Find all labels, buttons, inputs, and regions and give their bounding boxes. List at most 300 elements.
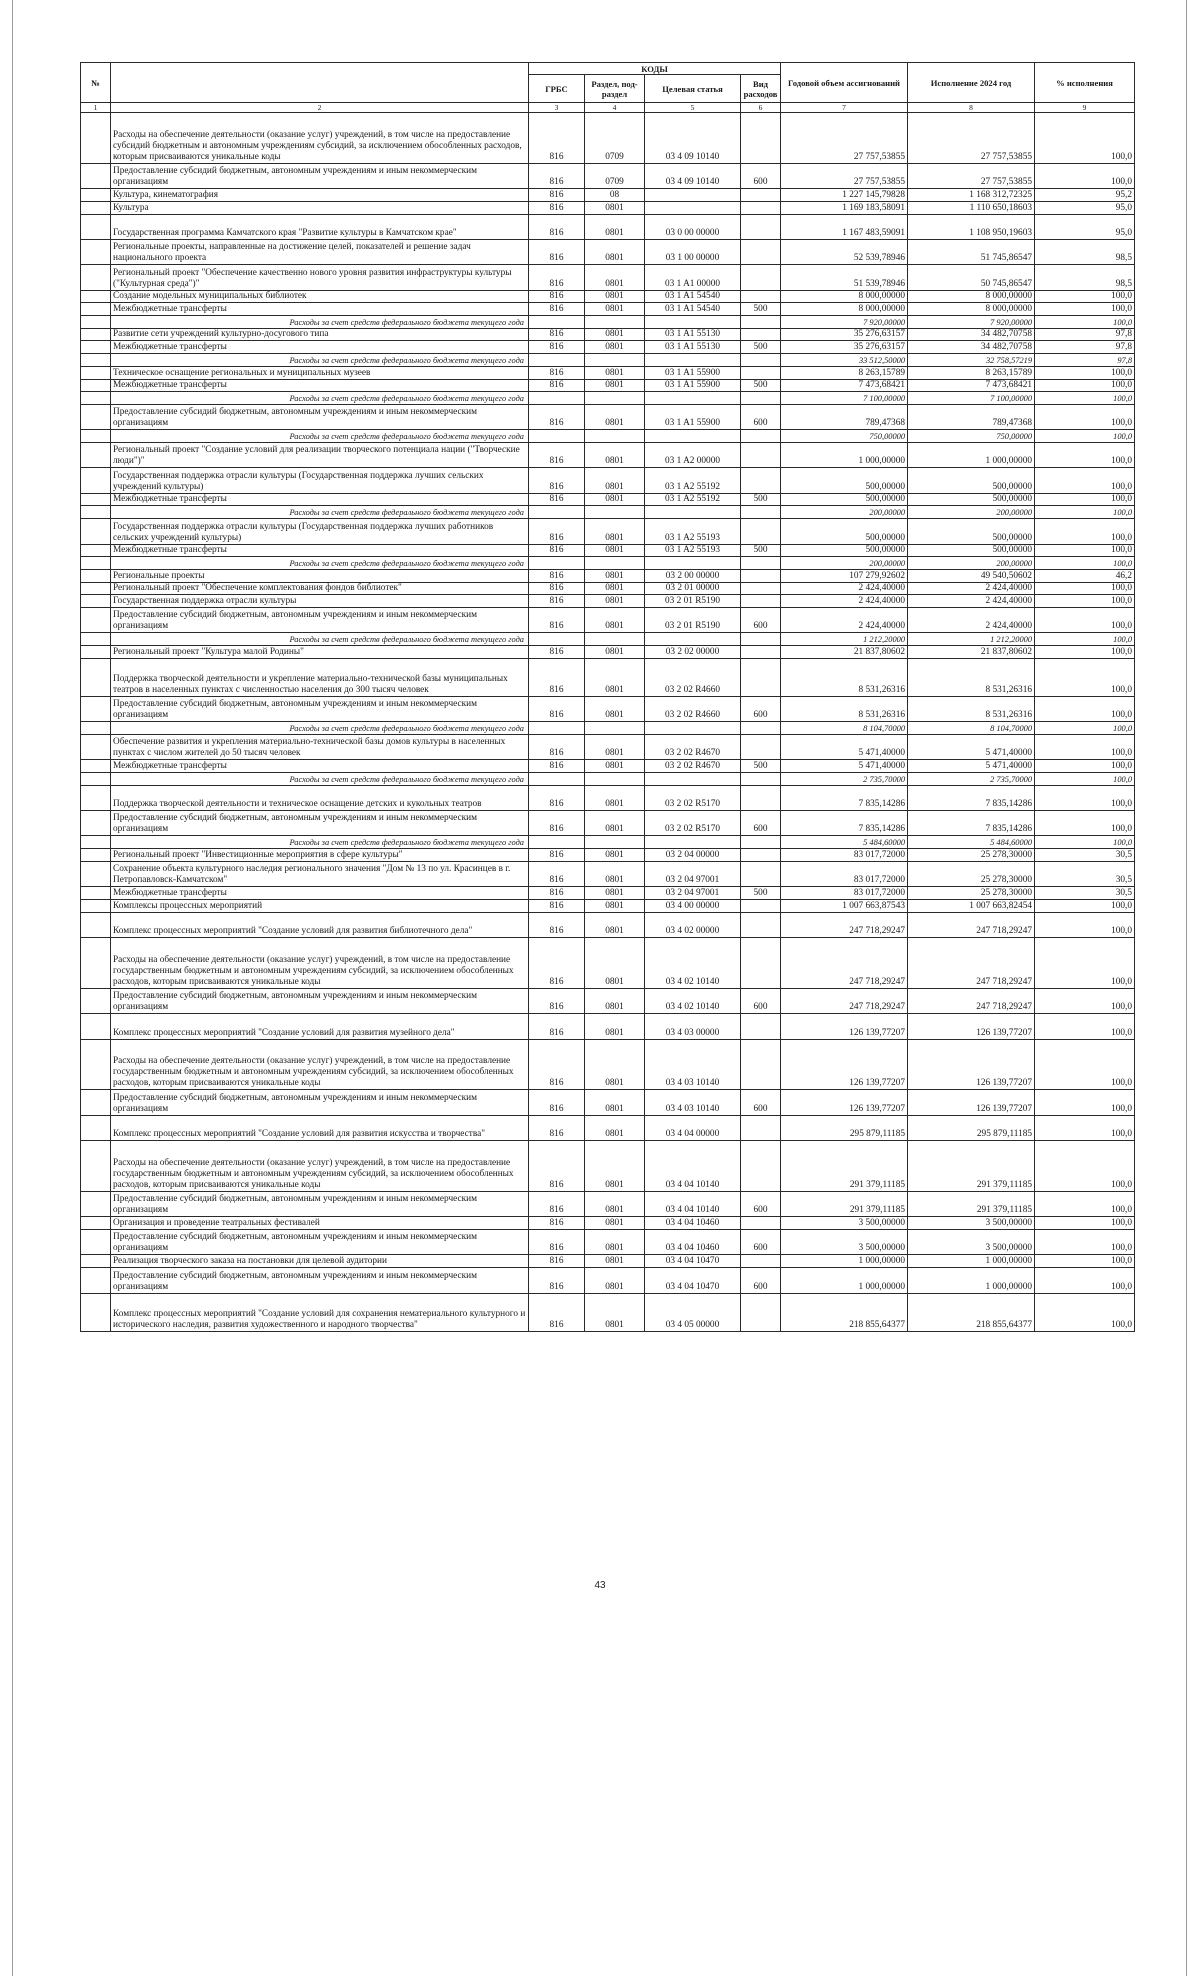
header-target: Целевая статья [645,75,741,103]
cell-grbs: 816 [529,607,585,632]
cell-grbs: 816 [529,265,585,290]
cell-pct: 100,0 [1035,493,1135,506]
cell-pct: 100,0 [1035,316,1135,329]
cell-section: 0801 [585,265,645,290]
cell-target: 03 1 A1 55130 [645,328,741,341]
cell-grbs: 816 [529,214,585,239]
cell-exec: 7 835,14286 [908,785,1035,810]
cell-target [645,392,741,405]
table-row [81,404,1135,429]
cell-kind [741,1141,781,1192]
table-row [81,607,1135,632]
cell-no [81,912,111,937]
cell-section: 0801 [585,379,645,392]
cell-target [645,430,741,443]
cell-target: 03 2 02 00000 [645,646,741,659]
table-row [81,163,1135,188]
cell-target: 03 4 02 10140 [645,988,741,1013]
cell-section: 0801 [585,1090,645,1115]
cell-kind: 500 [741,887,781,900]
cell-pct: 100,0 [1035,595,1135,608]
cell-kind [741,201,781,214]
cell-grbs: 816 [529,1191,585,1216]
cell-target: 03 1 00 00000 [645,239,741,264]
cell-exec: 126 139,77207 [908,1014,1035,1039]
table-body [81,113,1135,1332]
cell-pct: 100,0 [1035,760,1135,773]
cell-exec: 295 879,11185 [908,1115,1035,1140]
cell-section: 0801 [585,1039,645,1090]
header-pct: % исполнения [1035,63,1135,103]
table-row [81,912,1135,937]
header-grbs: ГРБС [529,75,585,103]
cell-no [81,201,111,214]
cell-pct: 100,0 [1035,734,1135,759]
cell-exec: 25 278,30000 [908,887,1035,900]
cell-kind [741,519,781,544]
cell-target [645,722,741,735]
cell-no [81,938,111,989]
cell-name: Расходы за счет средств федерального бюджета текущего года [111,430,529,443]
cell-budget: 21 837,80602 [781,646,908,659]
cell-grbs: 816 [529,1268,585,1293]
federal-funds-row [81,557,1135,570]
cell-grbs: 816 [529,887,585,900]
cell-grbs: 816 [529,1090,585,1115]
cell-no [81,887,111,900]
cell-grbs: 816 [529,696,585,721]
cell-no [81,544,111,557]
cell-no [81,734,111,759]
cell-grbs: 816 [529,849,585,862]
cell-grbs [529,354,585,367]
cell-pct: 100,0 [1035,1014,1135,1039]
cell-no [81,214,111,239]
cell-section: 0801 [585,493,645,506]
table-row [81,1230,1135,1255]
cell-exec: 8 104,70000 [908,722,1035,735]
cell-no [81,696,111,721]
cell-exec: 1 000,00000 [908,443,1035,468]
cell-kind: 600 [741,696,781,721]
cell-grbs: 816 [529,366,585,379]
cell-no [81,443,111,468]
cell-name: Культура [111,201,529,214]
cell-pct: 100,0 [1035,899,1135,912]
cell-target: 03 4 03 10140 [645,1039,741,1090]
left-scan-edge [12,0,13,1976]
cell-kind [741,849,781,862]
cell-grbs: 816 [529,1014,585,1039]
header-budget: Годовой объем ассигнований [781,63,908,103]
cell-pct: 100,0 [1035,443,1135,468]
cell-budget: 83 017,72000 [781,887,908,900]
cell-budget: 8 000,00000 [781,303,908,316]
table-row [81,1217,1135,1230]
cell-budget: 7 473,68421 [781,379,908,392]
cell-no [81,303,111,316]
cell-budget: 1 000,00000 [781,1255,908,1268]
cell-pct: 30,5 [1035,849,1135,862]
cell-kind [741,316,781,329]
cell-target: 03 1 A1 55900 [645,379,741,392]
table-row [81,519,1135,544]
table-row [81,265,1135,290]
cell-pct: 100,0 [1035,1039,1135,1090]
cell-budget: 500,00000 [781,493,908,506]
cell-no [81,379,111,392]
table-row [81,582,1135,595]
cell-kind: 500 [741,303,781,316]
cell-grbs: 816 [529,861,585,886]
cell-budget: 35 276,63157 [781,341,908,354]
cell-exec: 51 745,86547 [908,239,1035,264]
cell-target: 03 2 04 97001 [645,861,741,886]
cell-exec: 34 482,70758 [908,328,1035,341]
cell-no [81,1141,111,1192]
cell-section: 0801 [585,938,645,989]
cell-pct: 100,0 [1035,544,1135,557]
cell-exec: 291 379,11185 [908,1141,1035,1192]
cell-exec: 3 500,00000 [908,1217,1035,1230]
cell-name: Расходы за счет средств федерального бюджета текущего года [111,633,529,646]
cell-section [585,722,645,735]
cell-grbs: 816 [529,290,585,303]
cell-pct: 100,0 [1035,1293,1135,1331]
cell-pct: 100,0 [1035,1090,1135,1115]
cell-budget: 200,00000 [781,557,908,570]
cell-section: 0801 [585,912,645,937]
table-row [81,1090,1135,1115]
cell-exec: 8 531,26316 [908,658,1035,696]
cell-kind [741,506,781,519]
cell-exec: 7 473,68421 [908,379,1035,392]
cell-budget: 1 167 483,59091 [781,214,908,239]
cell-no [81,557,111,570]
table-row [81,189,1135,202]
cell-grbs: 816 [529,760,585,773]
cell-target: 03 4 04 10140 [645,1191,741,1216]
cell-kind [741,836,781,849]
cell-kind [741,1217,781,1230]
cell-exec: 1 212,20000 [908,633,1035,646]
cell-budget: 2 735,70000 [781,773,908,786]
cell-exec: 1 000,00000 [908,1268,1035,1293]
table-row [81,1268,1135,1293]
cell-pct: 100,0 [1035,1230,1135,1255]
cell-target: 03 4 04 10460 [645,1217,741,1230]
cell-budget: 2 424,40000 [781,607,908,632]
cell-budget: 7 835,14286 [781,785,908,810]
table-row [81,1115,1135,1140]
cell-no [81,607,111,632]
cell-pct: 100,0 [1035,379,1135,392]
table-row [81,113,1135,164]
cell-exec: 2 735,70000 [908,773,1035,786]
federal-funds-row [81,722,1135,735]
cell-kind [741,430,781,443]
cell-name: Комплекс процессных мероприятий "Создание условий для развития музейного дела" [111,1014,529,1039]
budget-table-sheet [80,62,1134,1332]
cell-section: 0801 [585,988,645,1013]
cell-exec: 1 110 650,18603 [908,201,1035,214]
cell-no [81,1230,111,1255]
federal-funds-row [81,316,1135,329]
cell-budget: 500,00000 [781,468,908,493]
cell-no [81,290,111,303]
cell-grbs: 816 [529,646,585,659]
cell-budget: 7 100,00000 [781,392,908,405]
table-row [81,493,1135,506]
colnum: 1 [81,103,111,113]
cell-no [81,1255,111,1268]
cell-section: 0801 [585,404,645,429]
cell-no [81,341,111,354]
cell-section: 0801 [585,1115,645,1140]
cell-no [81,1191,111,1216]
cell-pct: 100,0 [1035,303,1135,316]
header-exec: Исполнение 2024 год [908,63,1035,103]
cell-no [81,506,111,519]
cell-name: Расходы за счет средств федерального бюджета текущего года [111,316,529,329]
table-row [81,1191,1135,1216]
cell-kind [741,392,781,405]
cell-target: 03 2 01 00000 [645,582,741,595]
table-row [81,290,1135,303]
cell-section: 0801 [585,519,645,544]
cell-kind [741,658,781,696]
cell-budget: 8 263,15789 [781,366,908,379]
cell-no [81,1039,111,1090]
table-row [81,328,1135,341]
cell-name: Государственная программа Камчатского края "Развитие культуры в Камчатском крае" [111,214,529,239]
cell-kind: 600 [741,1268,781,1293]
cell-name: Региональный проект "Обеспечение качественно нового уровня развития инфраструктуры культуры ("Культурная среда")" [111,265,529,290]
cell-kind: 600 [741,988,781,1013]
header-section: Раздел, под-раздел [585,75,645,103]
cell-grbs [529,506,585,519]
cell-name: Расходы на обеспечение деятельности (оказание услуг) учреждений, в том числе на предоставление государственным бюджетным и автономным учреждениям субсидий, за исключением обособленных расходов, которым присваиваются уникальные коды [111,1141,529,1192]
cell-budget: 2 424,40000 [781,582,908,595]
cell-budget: 789,47368 [781,404,908,429]
table-row [81,811,1135,836]
cell-no [81,836,111,849]
cell-exec: 500,00000 [908,493,1035,506]
cell-no [81,899,111,912]
cell-grbs: 816 [529,1293,585,1331]
cell-kind [741,214,781,239]
cell-kind [741,1039,781,1090]
cell-grbs: 816 [529,189,585,202]
cell-pct: 100,0 [1035,1217,1135,1230]
cell-pct: 100,0 [1035,392,1135,405]
cell-no [81,1268,111,1293]
cell-name: Региональный проект "Создание условий для реализации творческого потенциала нации ("Творческие люди")" [111,443,529,468]
cell-name: Организация и проведение театральных фестивалей [111,1217,529,1230]
cell-grbs: 816 [529,582,585,595]
cell-name: Реализация творческого заказа на постановки для целевой аудитории [111,1255,529,1268]
cell-target: 03 1 A1 54540 [645,303,741,316]
cell-kind [741,595,781,608]
cell-budget: 247 718,29247 [781,938,908,989]
cell-target: 03 2 02 R4670 [645,734,741,759]
cell-kind: 500 [741,341,781,354]
cell-target [645,633,741,646]
federal-funds-row [81,773,1135,786]
cell-no [81,366,111,379]
cell-name: Предоставление субсидий бюджетным, автономным учреждениям и иным некоммерческим организациям [111,1191,529,1216]
cell-target: 03 2 04 00000 [645,849,741,862]
cell-pct: 100,0 [1035,811,1135,836]
cell-no [81,1115,111,1140]
cell-budget: 8 000,00000 [781,290,908,303]
cell-exec: 8 000,00000 [908,303,1035,316]
table-row [81,887,1135,900]
cell-target [645,316,741,329]
cell-pct: 100,0 [1035,430,1135,443]
cell-grbs: 816 [529,113,585,164]
table-row [81,899,1135,912]
cell-pct: 100,0 [1035,1141,1135,1192]
cell-pct: 100,0 [1035,290,1135,303]
cell-kind: 500 [741,379,781,392]
cell-pct: 100,0 [1035,785,1135,810]
federal-funds-row [81,392,1135,405]
cell-name: Предоставление субсидий бюджетным, автономным учреждениям и иным некоммерческим организациям [111,404,529,429]
cell-target: 03 2 02 R4660 [645,696,741,721]
table-row [81,849,1135,862]
cell-budget: 200,00000 [781,506,908,519]
table-row [81,303,1135,316]
cell-section: 0801 [585,849,645,862]
cell-exec: 1 168 312,72325 [908,189,1035,202]
colnum: 3 [529,103,585,113]
cell-kind [741,722,781,735]
cell-kind [741,1115,781,1140]
cell-target [645,189,741,202]
cell-grbs: 816 [529,1039,585,1090]
cell-kind [741,189,781,202]
table-row [81,861,1135,886]
cell-budget: 51 539,78946 [781,265,908,290]
cell-pct: 100,0 [1035,468,1135,493]
cell-target [645,557,741,570]
cell-name: Государственная поддержка отрасли культуры (Государственная поддержка лучших сельских учреждений культуры) [111,468,529,493]
cell-target [645,773,741,786]
table-row [81,341,1135,354]
cell-no [81,113,111,164]
cell-pct: 100,0 [1035,938,1135,989]
cell-target: 03 4 03 00000 [645,1014,741,1039]
cell-name: Расходы за счет средств федерального бюджета текущего года [111,773,529,786]
cell-grbs [529,633,585,646]
cell-kind [741,899,781,912]
cell-kind [741,468,781,493]
table-row [81,214,1135,239]
cell-exec: 1 007 663,82454 [908,899,1035,912]
cell-budget: 500,00000 [781,544,908,557]
cell-pct: 100,0 [1035,912,1135,937]
table-row [81,1014,1135,1039]
cell-no [81,646,111,659]
cell-kind [741,328,781,341]
cell-target: 03 1 A2 55193 [645,519,741,544]
cell-budget: 83 017,72000 [781,849,908,862]
cell-name: Предоставление субсидий бюджетным, автономным учреждениям и иным некоммерческим организациям [111,1090,529,1115]
cell-name: Предоставление субсидий бюджетным, автономным учреждениям и иным некоммерческим организациям [111,607,529,632]
cell-kind [741,557,781,570]
cell-section: 0801 [585,1014,645,1039]
colnum: 6 [741,103,781,113]
cell-exec: 1 108 950,19603 [908,214,1035,239]
cell-pct: 100,0 [1035,658,1135,696]
cell-target: 03 1 A1 55130 [645,341,741,354]
cell-section: 0801 [585,239,645,264]
cell-target: 03 2 02 R5170 [645,811,741,836]
cell-section: 0801 [585,607,645,632]
cell-exec: 2 424,40000 [908,607,1035,632]
federal-funds-row [81,633,1135,646]
cell-budget: 8 531,26316 [781,696,908,721]
cell-section: 0801 [585,899,645,912]
cell-kind [741,773,781,786]
cell-section: 0801 [585,328,645,341]
cell-budget: 8 104,70000 [781,722,908,735]
cell-target [645,506,741,519]
header-codes: КОДЫ [529,63,781,75]
cell-exec: 2 424,40000 [908,582,1035,595]
cell-budget: 750,00000 [781,430,908,443]
cell-grbs: 816 [529,163,585,188]
cell-no [81,569,111,582]
cell-target: 03 4 02 10140 [645,938,741,989]
cell-no [81,988,111,1013]
cell-grbs: 816 [529,303,585,316]
cell-kind: 500 [741,760,781,773]
cell-budget: 291 379,11185 [781,1141,908,1192]
cell-grbs [529,773,585,786]
cell-grbs: 816 [529,341,585,354]
table-row [81,443,1135,468]
cell-budget: 35 276,63157 [781,328,908,341]
cell-target: 03 2 00 00000 [645,569,741,582]
cell-name: Предоставление субсидий бюджетным, автономным учреждениям и иным некоммерческим организациям [111,811,529,836]
cell-section: 0801 [585,760,645,773]
cell-exec: 500,00000 [908,544,1035,557]
cell-exec: 789,47368 [908,404,1035,429]
cell-target: 03 1 A1 55900 [645,366,741,379]
cell-grbs: 816 [529,658,585,696]
cell-name: Межбюджетные трансферты [111,303,529,316]
cell-grbs: 816 [529,201,585,214]
cell-kind [741,912,781,937]
cell-grbs: 816 [529,1230,585,1255]
cell-pct: 100,0 [1035,519,1135,544]
cell-section: 0801 [585,785,645,810]
cell-kind: 600 [741,163,781,188]
cell-name: Создание модельных муниципальных библиотек [111,290,529,303]
cell-exec: 25 278,30000 [908,849,1035,862]
cell-budget: 218 855,64377 [781,1293,908,1331]
cell-budget: 33 512,50000 [781,354,908,367]
cell-name: Комплекс процессных мероприятий "Создание условий для развития искусства и творчества" [111,1115,529,1140]
cell-target: 03 4 04 00000 [645,1115,741,1140]
cell-pct: 98,5 [1035,265,1135,290]
cell-section: 0801 [585,1217,645,1230]
cell-section: 0801 [585,443,645,468]
table-row [81,646,1135,659]
column-number-row [81,103,1135,113]
